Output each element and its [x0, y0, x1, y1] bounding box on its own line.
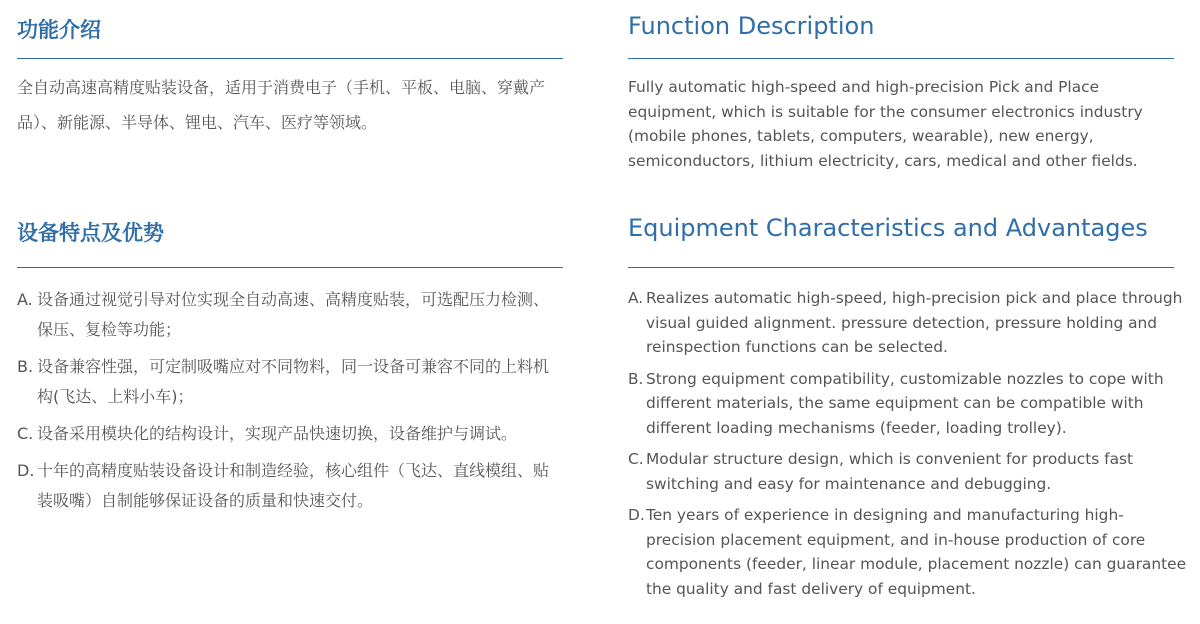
list-item — [628, 503, 1188, 601]
cn-features-list — [17, 285, 563, 523]
en-function-text: Fully automatic high-speed and high-precision Pick and Place equipment, which is suitable for the consumer electronics industry (mobile phones, tablets, computers, wearable), new energy, semiconductors, lithium electricity, cars, medical and other fields. — [628, 78, 1143, 170]
list-marker: D. — [17, 461, 35, 480]
list-item-text: Realizes automatic high-speed, high-precision pick and place through visual guided alignment. pressure detection, pressure holding and reinspection functions can be selected. — [646, 289, 1183, 356]
list-marker: A. — [628, 289, 644, 307]
list-marker: A. — [17, 290, 33, 309]
list-item-text: 设备通过视觉引导对位实现全自动高速、高精度贴装，可选配压力检测、保压、复检等功能； — [37, 290, 550, 339]
list-marker: B. — [17, 357, 34, 376]
en-function-divider — [628, 58, 1174, 59]
cn-features-title: 设备特点及优势 — [17, 221, 164, 245]
list-item-text: 设备兼容性强，可定制吸嘴应对不同物料，同一设备可兼容不同的上料机构(飞达、上料小车)； — [37, 357, 550, 406]
list-item — [628, 286, 1188, 360]
list-item-text: 设备采用模块化的结构设计，实现产品快速切换，设备维护与调试。 — [37, 424, 518, 443]
en-function-title: Function Description — [628, 12, 875, 40]
cn-features-divider — [17, 267, 563, 268]
list-item — [628, 367, 1188, 441]
en-features-title: Equipment Characteristics and Advantages — [628, 214, 1148, 242]
list-item-text: Strong equipment compatibility, customizable nozzles to cope with different materials, the same equipment can be compatible with different loading mechanisms (feeder, loading trolley). — [646, 369, 1164, 437]
list-marker: C. — [17, 424, 34, 443]
list-item — [17, 456, 563, 516]
list-item — [17, 285, 563, 345]
cn-function-title: 功能介绍 — [17, 18, 101, 42]
cn-function-text: 全自动高速高精度贴装设备，适用于消费电子（手机、平板、电脑、穿戴产品）、新能源、半导体、锂电、汽车、医疗等领域。 — [17, 78, 546, 132]
en-features-divider — [628, 267, 1174, 268]
list-marker: D. — [628, 506, 645, 524]
list-marker: C. — [628, 450, 644, 468]
list-item — [628, 447, 1188, 496]
list-item — [17, 352, 563, 412]
list-marker: B. — [628, 369, 644, 388]
list-item — [17, 419, 563, 449]
list-item-text: Modular structure design, which is convenient for products fast switching and easy for maintenance and debugging. — [646, 450, 1134, 493]
list-item-text: Ten years of experience in designing and manufacturing high-precision placement equipment, and in-house production of core components (feeder, linear module, placement nozzle) can guarantee the quality and fast delivery of equipment. — [646, 506, 1187, 598]
list-item-text: 十年的高精度贴装设备设计和制造经验，核心组件（飞达、直线模组、贴装吸嘴）自制能够保证设备的质量和快速交付。 — [37, 461, 550, 510]
cn-function-divider — [17, 58, 563, 59]
en-features-list — [628, 286, 1188, 608]
